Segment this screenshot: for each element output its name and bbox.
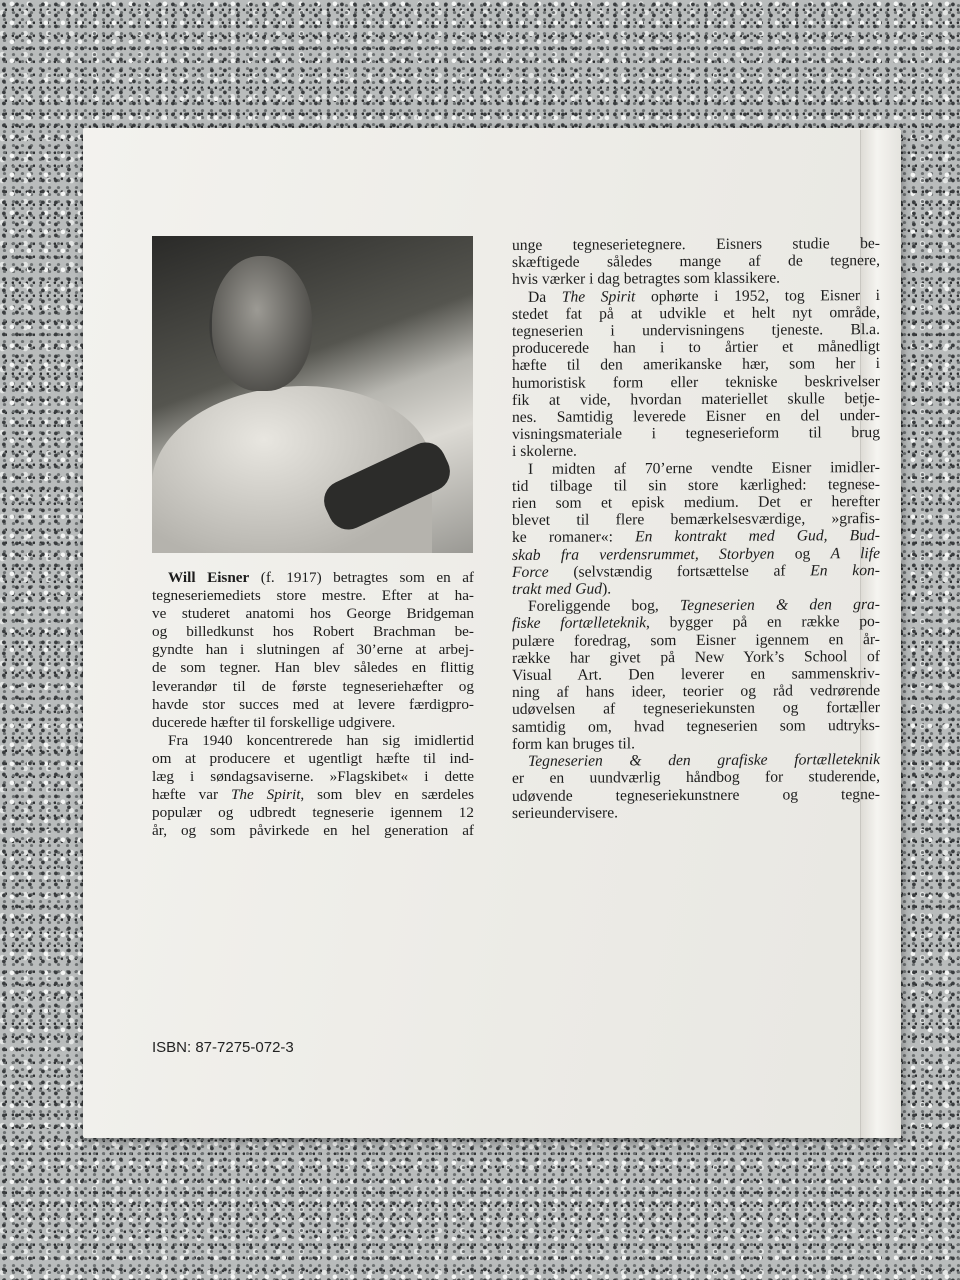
text-line bbox=[512, 545, 880, 564]
text-line bbox=[512, 390, 880, 409]
text-segment: pulære foredrag, som Eisner igennem en år- bbox=[512, 630, 880, 650]
text-segment: I midten af 70’erne vendte Eisner imidler- bbox=[528, 458, 880, 478]
text-segment: producerede han i to årtier et månedligt bbox=[512, 338, 880, 358]
text-line bbox=[512, 407, 880, 426]
text-segment: ophørte i 1952, tog Eisner i bbox=[635, 286, 880, 305]
text-segment: (selvstændig fortsættelse af bbox=[548, 562, 811, 581]
text-segment: ducerede hæfter til forskellige udgivere. bbox=[152, 713, 396, 731]
text-segment: rien som et episk medium. Det er herefter bbox=[512, 493, 880, 513]
text-segment: samtidig om, hvad tegneserien som udtryks- bbox=[512, 716, 880, 736]
text-line bbox=[152, 696, 474, 714]
text-line bbox=[512, 510, 880, 529]
text-line bbox=[512, 269, 880, 288]
text-segment: The Spirit bbox=[561, 287, 636, 306]
author-photo bbox=[152, 236, 473, 553]
text-segment: Fra 1940 koncentrerede han sig imidlertid bbox=[168, 731, 474, 749]
text-segment: udøvelsen af tegneseriekunsten og fortæller bbox=[512, 699, 880, 719]
text-segment: populær og udbredt tegneserie igennem 12 bbox=[152, 804, 474, 822]
text-line bbox=[512, 527, 880, 546]
text-segment: og billedkunst hos Robert Brachman be- bbox=[152, 623, 474, 641]
text-segment: de som tegner. Han blev således en flittig bbox=[152, 659, 474, 677]
right-text-column bbox=[512, 235, 880, 822]
text-line bbox=[512, 355, 880, 374]
text-segment: fik at vide, hvordan materiellet skulle betje- bbox=[512, 389, 880, 409]
text-line bbox=[512, 648, 880, 667]
text-segment: tegneseriemediets store mestre. Efter at ha- bbox=[152, 587, 474, 605]
text-line bbox=[512, 562, 880, 581]
text-line bbox=[512, 614, 880, 633]
text-line bbox=[152, 714, 474, 732]
text-segment: år, og som påvirkede en hel generation af bbox=[152, 822, 474, 840]
text-segment: , som blev en særdeles bbox=[300, 786, 474, 804]
text-segment: Da bbox=[528, 288, 562, 306]
text-line bbox=[512, 803, 880, 822]
text-line bbox=[512, 424, 880, 443]
text-line bbox=[512, 476, 880, 495]
text-line bbox=[512, 252, 880, 271]
left-text-column bbox=[152, 569, 474, 840]
text-line bbox=[512, 373, 880, 392]
text-segment: havde stor succes med at levere færdigpro- bbox=[152, 695, 474, 713]
text-line bbox=[152, 605, 474, 623]
isbn: ISBN: 87-7275-072-3 bbox=[152, 1039, 294, 1056]
text-line bbox=[152, 659, 474, 677]
text-line bbox=[512, 287, 880, 306]
text-segment: fiske fortælleteknik bbox=[512, 614, 647, 633]
text-segment: Foreliggende bog, bbox=[528, 597, 681, 616]
text-segment: Force bbox=[512, 563, 549, 581]
text-line bbox=[152, 804, 474, 822]
text-line bbox=[152, 768, 474, 786]
text-segment: Will Eisner bbox=[168, 569, 250, 586]
text-segment: skab fra verdensrummet, Storbyen bbox=[512, 545, 775, 564]
text-segment: blevet til flere bemærkelsesværdige, »grafis- bbox=[512, 510, 880, 530]
text-line bbox=[512, 235, 880, 254]
text-segment: En kon- bbox=[810, 561, 881, 580]
text-line bbox=[512, 682, 880, 701]
text-line bbox=[152, 786, 474, 804]
text-line bbox=[512, 304, 880, 323]
text-line bbox=[152, 732, 474, 750]
text-line bbox=[512, 441, 880, 460]
text-line bbox=[512, 493, 880, 512]
text-line bbox=[152, 641, 474, 659]
text-line bbox=[152, 678, 474, 696]
text-line bbox=[512, 700, 880, 719]
text-segment: Tegneserien & den grafiske fortælleteknik bbox=[528, 751, 880, 770]
text-line bbox=[512, 338, 880, 357]
text-segment: serieundervisere. bbox=[512, 804, 619, 822]
text-segment: gyndte han i slutningen af 30’erne at arbej- bbox=[152, 641, 474, 659]
text-segment: ). bbox=[602, 580, 612, 598]
text-segment: A life bbox=[830, 544, 881, 562]
text-segment: nes. Samtidig leverede Eisner en del under- bbox=[512, 407, 880, 426]
text-segment: , bygger på en række po- bbox=[646, 613, 880, 632]
text-segment: er en uundværlig håndbog for studerende, bbox=[512, 768, 880, 788]
text-segment: leverandør til de første tegneseriehæfter og bbox=[152, 677, 474, 695]
text-line bbox=[512, 734, 880, 753]
text-segment: humoristisk form eller tekniske beskrivelser bbox=[512, 372, 880, 392]
text-line bbox=[152, 623, 474, 641]
photo-head bbox=[212, 256, 312, 391]
text-line bbox=[512, 665, 880, 684]
text-line bbox=[512, 321, 880, 340]
text-line bbox=[512, 596, 880, 615]
text-segment: ning af hans ideer, teorier og råd vedrørende bbox=[512, 682, 880, 702]
text-line bbox=[512, 631, 880, 650]
text-segment: skæftigede således mange af de tegnere, bbox=[512, 252, 880, 272]
text-line bbox=[512, 786, 880, 805]
text-line bbox=[512, 459, 880, 478]
text-line bbox=[512, 768, 880, 787]
text-segment: tegneserien i undervisningens tjeneste. Bl.a. bbox=[512, 321, 880, 340]
text-line bbox=[152, 569, 474, 587]
text-line bbox=[152, 587, 474, 605]
text-segment: i skolerne. bbox=[512, 443, 577, 461]
text-segment: række har givet på New York’s School of bbox=[512, 647, 880, 667]
text-segment: om at producere et ugentligt hæfte til ind- bbox=[152, 749, 474, 767]
text-segment: unge tegneserietegnere. Eisners studie be- bbox=[512, 235, 880, 254]
text-segment: Visual Art. Den leverer en sammenskriv- bbox=[512, 665, 880, 685]
text-segment: udøvende tegneseriekunstnere og tegne- bbox=[512, 785, 880, 805]
text-segment: stedet fat på at udvikle et helt nyt område, bbox=[512, 303, 880, 323]
text-segment: ve studeret anatomi hos George Bridgeman bbox=[152, 605, 474, 623]
text-segment: hæfte til den amerikanske hær, som her i bbox=[512, 355, 880, 375]
text-segment: The Spirit bbox=[230, 786, 301, 804]
text-line bbox=[152, 822, 474, 840]
text-segment: Tegneserien & den gra- bbox=[680, 596, 880, 615]
text-segment: og bbox=[774, 544, 831, 563]
text-segment: visningsmateriale i tegneserieform til brug bbox=[512, 424, 880, 444]
text-segment: trakt med Gud bbox=[512, 580, 603, 599]
text-segment: læg i søndagsaviserne. »Flagskibet« i dette bbox=[152, 768, 474, 786]
text-segment: hæfte var bbox=[152, 786, 231, 804]
text-line bbox=[152, 750, 474, 768]
text-segment: form kan bruges til. bbox=[512, 735, 635, 753]
text-segment: En kontrakt med Gud, Bud- bbox=[635, 527, 880, 546]
text-segment: ke romaner«: bbox=[512, 528, 636, 547]
text-line bbox=[512, 717, 880, 736]
text-line bbox=[512, 579, 880, 598]
text-segment: tid tilbage til sin store kærlighed: tegnese- bbox=[512, 475, 880, 495]
text-segment: hvis værker i dag betragtes som klassikere. bbox=[512, 269, 781, 289]
text-line bbox=[512, 751, 880, 770]
text-segment: (f. 1917) betragtes som en af bbox=[249, 569, 474, 586]
